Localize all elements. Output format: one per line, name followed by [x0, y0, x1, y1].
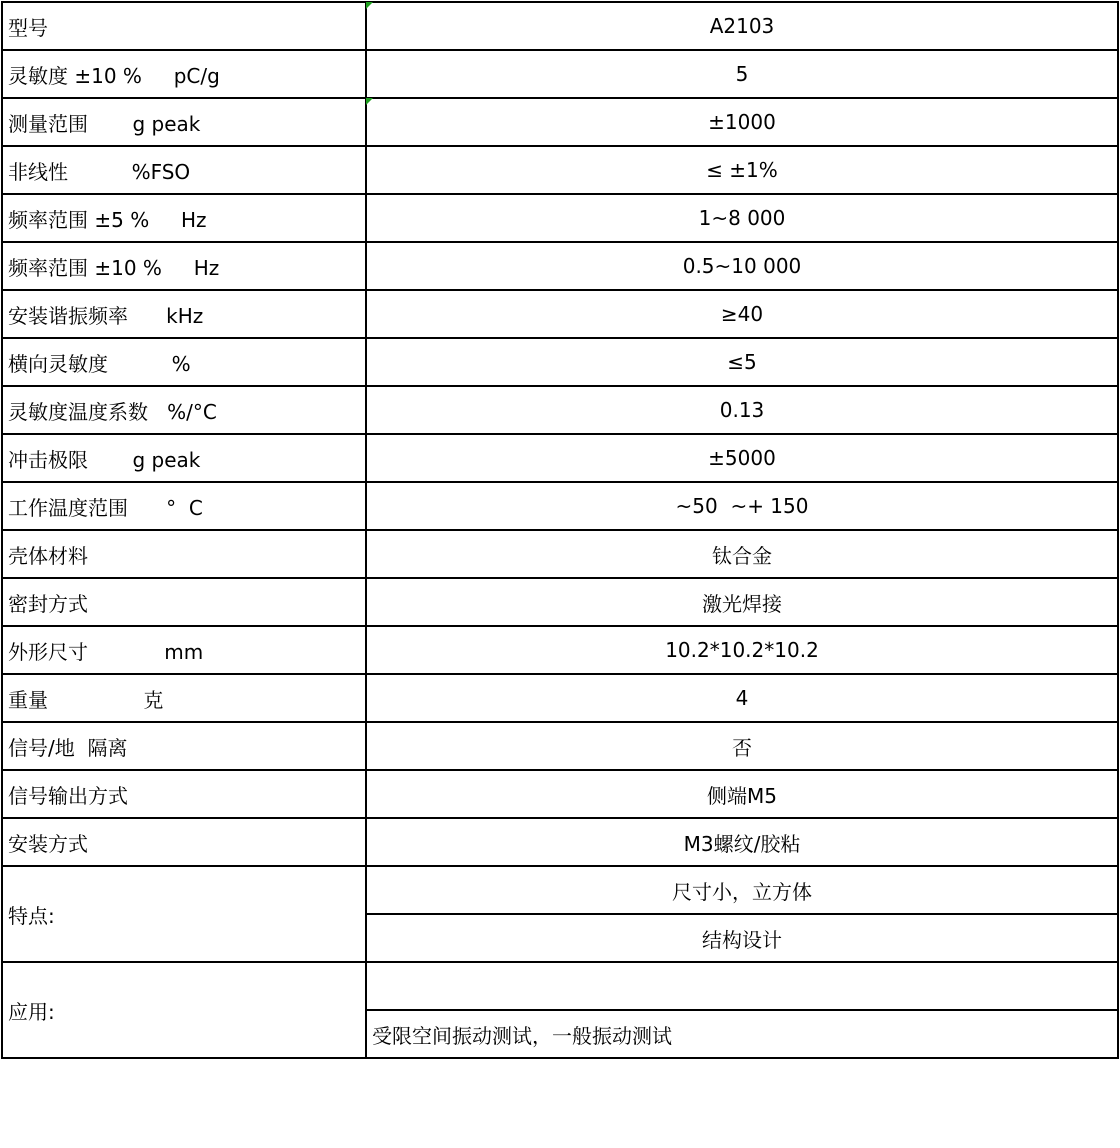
- table-row: [2, 722, 1118, 770]
- row-value: ≤5: [366, 338, 1118, 386]
- cell-comment-marker: [366, 2, 373, 9]
- row-label: 信号/地 隔离: [2, 722, 366, 770]
- table-row: [2, 770, 1118, 818]
- spec-table: [1, 1, 1119, 1059]
- table-row: [2, 242, 1118, 290]
- table-row: [2, 146, 1118, 194]
- row-label: 横向灵敏度 %: [2, 338, 366, 386]
- row-label: 频率范围 ±10 % Hz: [2, 242, 366, 290]
- row-value: M3螺纹/胶粘: [366, 818, 1118, 866]
- row-label: 频率范围 ±5 % Hz: [2, 194, 366, 242]
- row-value-text: A2103: [709, 14, 775, 38]
- row-label: 安装方式: [2, 818, 366, 866]
- row-value: 10.2*10.2*10.2: [366, 626, 1118, 674]
- row-value: 0.5~10 000: [366, 242, 1118, 290]
- row-label: 信号输出方式: [2, 770, 366, 818]
- row-label: 安装谐振频率 kHz: [2, 290, 366, 338]
- features-row: [2, 866, 1118, 914]
- application-value-2: 受限空间振动测试，一般振动测试: [366, 1010, 1118, 1058]
- row-label: 壳体材料: [2, 530, 366, 578]
- row-label: 测量范围 g peak: [2, 98, 366, 146]
- row-label: 灵敏度温度系数 %/°C: [2, 386, 366, 434]
- row-value: [366, 98, 1118, 146]
- table-row: [2, 578, 1118, 626]
- table-row: [2, 530, 1118, 578]
- table-row: [2, 626, 1118, 674]
- row-value: ≥40: [366, 290, 1118, 338]
- row-label: 冲击极限 g peak: [2, 434, 366, 482]
- row-value: 否: [366, 722, 1118, 770]
- row-label: 灵敏度 ±10 % pC/g: [2, 50, 366, 98]
- features-value-2: 结构设计: [366, 914, 1118, 962]
- row-value: 1~8 000: [366, 194, 1118, 242]
- application-value-1: [366, 962, 1118, 1010]
- table-row: [2, 98, 1118, 146]
- row-label: 型号: [2, 2, 366, 50]
- application-row: [2, 962, 1118, 1010]
- row-label: 外形尺寸 mm: [2, 626, 366, 674]
- row-label: 密封方式: [2, 578, 366, 626]
- cell-comment-marker: [366, 98, 373, 105]
- features-label: 特点:: [2, 866, 366, 962]
- table-row: [2, 290, 1118, 338]
- row-value: ~50 ~+ 150: [366, 482, 1118, 530]
- table-row: [2, 434, 1118, 482]
- row-value-text: ±1000: [708, 110, 776, 134]
- row-label: 重量 克: [2, 674, 366, 722]
- row-value: 激光焊接: [366, 578, 1118, 626]
- row-label: 工作温度范围 ° C: [2, 482, 366, 530]
- row-value: 0.13: [366, 386, 1118, 434]
- table-row: [2, 674, 1118, 722]
- row-value: 4: [366, 674, 1118, 722]
- row-value: 钛合金: [366, 530, 1118, 578]
- row-value: [366, 2, 1118, 50]
- table-row: [2, 50, 1118, 98]
- table-row: [2, 338, 1118, 386]
- row-value: ±5000: [366, 434, 1118, 482]
- application-label: 应用:: [2, 962, 366, 1058]
- row-value: ≤ ±1%: [366, 146, 1118, 194]
- table-row: [2, 386, 1118, 434]
- table-row: [2, 194, 1118, 242]
- row-value: 侧端M5: [366, 770, 1118, 818]
- table-row: [2, 2, 1118, 50]
- table-row: [2, 818, 1118, 866]
- row-value: 5: [366, 50, 1118, 98]
- row-label: 非线性 %FSO: [2, 146, 366, 194]
- table-row: [2, 482, 1118, 530]
- features-value-1: 尺寸小，立方体: [366, 866, 1118, 914]
